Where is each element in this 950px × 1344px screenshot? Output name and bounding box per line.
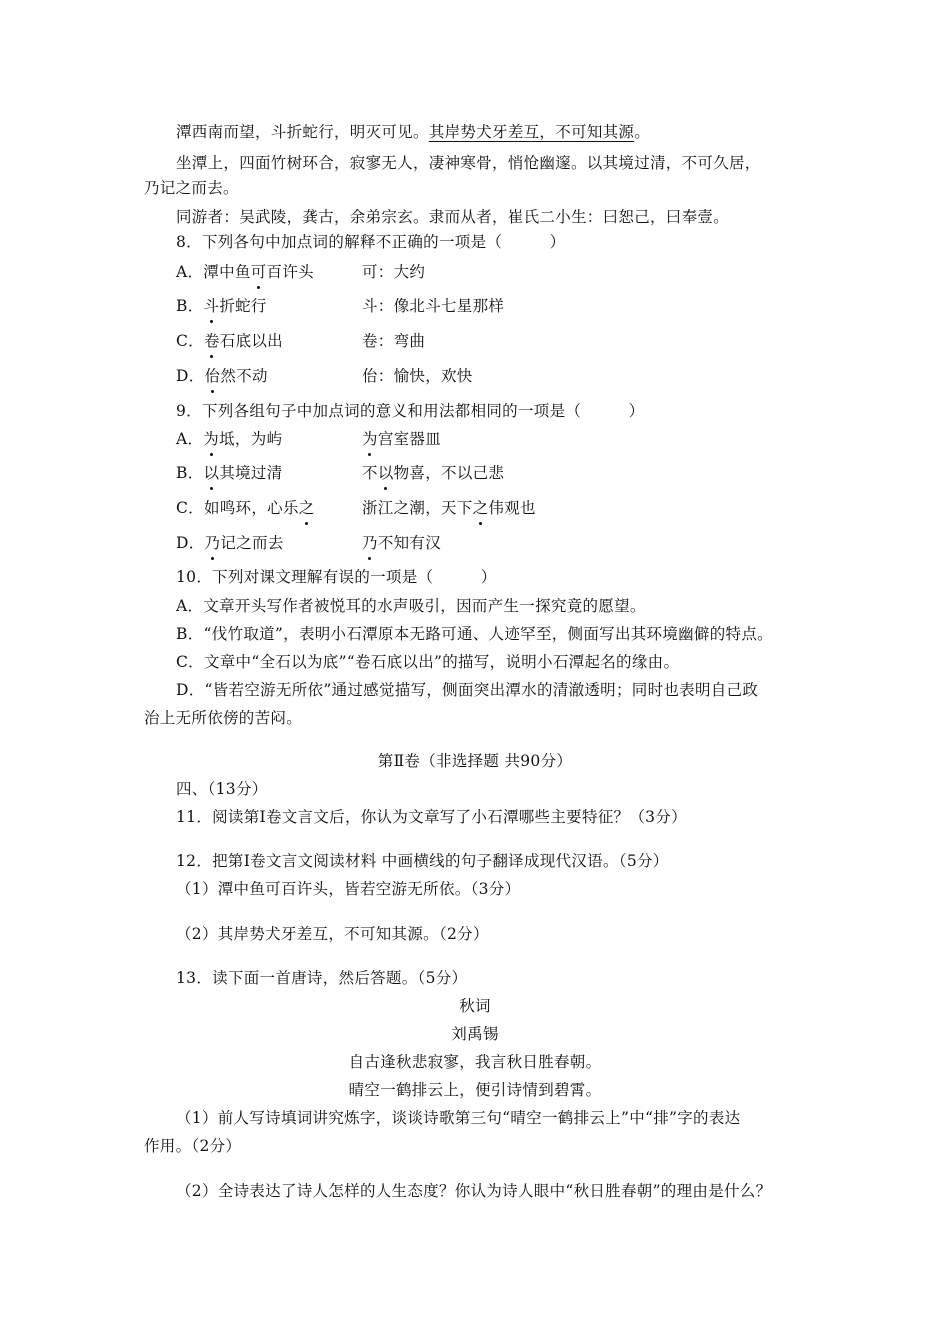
poem-line-2: 晴空一鹤排云上，便引诗情到碧霄。 — [348, 1081, 602, 1099]
question-12: 12．把第Ⅰ卷文言文阅读材料 中画横线的句子翻译成现代汉语。（5分） — [176, 852, 669, 870]
dotted-word: 为 — [203, 430, 220, 448]
dotted-word: 卷 — [203, 332, 220, 350]
dotted-word: 佁 — [204, 367, 221, 385]
passage-text: 潭西南而望，斗折蛇行，明灭可见。 — [176, 123, 429, 141]
dotted-word: 乃 — [204, 534, 221, 552]
q10-option-b: B．“伐竹取道”，表明小石潭原本无路可通、人迹罕至，侧面写出其环境幽僻的特点。 — [176, 625, 773, 643]
dotted-word: 斗 — [203, 297, 220, 315]
question-12-2: （2）其岸势犬牙差互，不可知其源。（2分） — [176, 925, 489, 943]
question-11: 11．阅读第Ⅰ卷文言文后，你认为文章写了小石潭哪些主要特征？（3分） — [176, 808, 687, 826]
question-13-1: （1）前人写诗填词讲究炼字，谈谈诗歌第三句“晴空一鹤排云上”中“排”字的表达 — [176, 1109, 741, 1127]
q9-option-a: A．为坻，为屿 — [176, 430, 283, 448]
q9-option-c-compare: 浙江之潮，天下之伟观也 — [362, 499, 536, 517]
poem-title: 秋词 — [459, 997, 491, 1015]
dotted-word: 以 — [203, 464, 220, 482]
q8-option-b-explanation: 斗：像北斗七星那样 — [362, 297, 505, 315]
dotted-word: 以 — [377, 464, 394, 482]
dotted-word: 乃 — [362, 534, 378, 552]
q9-option-b: B．以其境过清 — [176, 464, 283, 482]
q9-option-d: D．乃记之而去 — [176, 534, 284, 552]
passage-paragraph-2: 坐潭上，四面竹树环合，寂寥无人，凄神寒骨，悄怆幽邃。以其境过清，不可久居， — [176, 154, 761, 172]
question-9-stem: 9．下列各组句子中加点词的意义和用法都相同的一项是（ ） — [176, 402, 645, 420]
q9-option-c: C．如鸣环，心乐之 — [176, 499, 315, 517]
passage-paragraph-1 — [176, 122, 650, 142]
section-2-title: 第Ⅱ卷（非选择题 共90分） — [377, 752, 573, 770]
question-13-2: （2）全诗表达了诗人怎样的人生态度？你认为诗人眼中“秋日胜春朝”的理由是什么？ — [176, 1182, 772, 1200]
question-13-1-cont: 作用。（2分） — [144, 1137, 242, 1155]
poem-author: 刘禹锡 — [451, 1025, 499, 1043]
q8-option-a-explanation: 可：大约 — [362, 263, 426, 281]
passage-text: 。 — [634, 123, 651, 141]
dotted-word: 为 — [362, 430, 378, 448]
question-13: 13．读下面一首唐诗，然后答题。（5分） — [176, 969, 468, 987]
question-10-stem: 10．下列对课文理解有误的一项是（ ） — [176, 568, 497, 586]
dotted-word: 可 — [250, 263, 267, 281]
poem-line-1: 自古逢秋悲寂寥，我言秋日胜春朝。 — [348, 1053, 602, 1071]
q8-option-c-explanation: 卷：弯曲 — [362, 332, 426, 350]
q8-option-c: C．卷石底以出 — [176, 332, 283, 350]
q9-option-a-compare: 为宫室器皿 — [362, 430, 442, 448]
q9-option-b-compare: 不以物喜，不以己悲 — [362, 464, 505, 482]
q8-option-d: D．佁然不动 — [176, 367, 268, 385]
q10-option-d: D．“皆若空游无所依”通过感觉描写，侧面突出潭水的清澈透明；同时也表明自己政 — [176, 681, 759, 699]
dotted-word: 之 — [472, 499, 489, 517]
question-12-1: （1）潭中鱼可百许头，皆若空游无所依。（3分） — [176, 880, 521, 898]
part-4-heading: 四、（13分） — [176, 780, 268, 798]
q8-option-b: B．斗折蛇行 — [176, 297, 267, 315]
underlined-sentence: 其岸势犬牙差互，不可知其源 — [428, 123, 635, 141]
passage-paragraph-3: 同游者：吴武陵，龚古，余弟宗玄。隶而从者，崔氏二小生：曰恕己，曰奉壹。 — [176, 208, 730, 226]
passage-paragraph-2-cont: 乃记之而去。 — [144, 179, 239, 197]
question-8-stem: 8．下列各句中加点词的解释不正确的一项是（ ） — [176, 233, 566, 251]
q10-option-a: A．文章开头写作者被悦耳的水声吸引，因而产生一探究竟的愿望。 — [176, 597, 646, 615]
q9-option-d-compare: 乃不知有汉 — [362, 534, 442, 552]
q10-option-c: C．文章中“全石以为底”“卷石底以出”的描写，说明小石潭起名的缘由。 — [176, 653, 680, 671]
dotted-word: 之 — [298, 499, 315, 517]
q8-option-d-explanation: 佁：愉快，欢快 — [362, 367, 473, 385]
q10-option-d-cont: 治上无所依傍的苦闷。 — [144, 709, 303, 727]
q8-option-a: A．潭中鱼可百许头 — [176, 263, 314, 281]
